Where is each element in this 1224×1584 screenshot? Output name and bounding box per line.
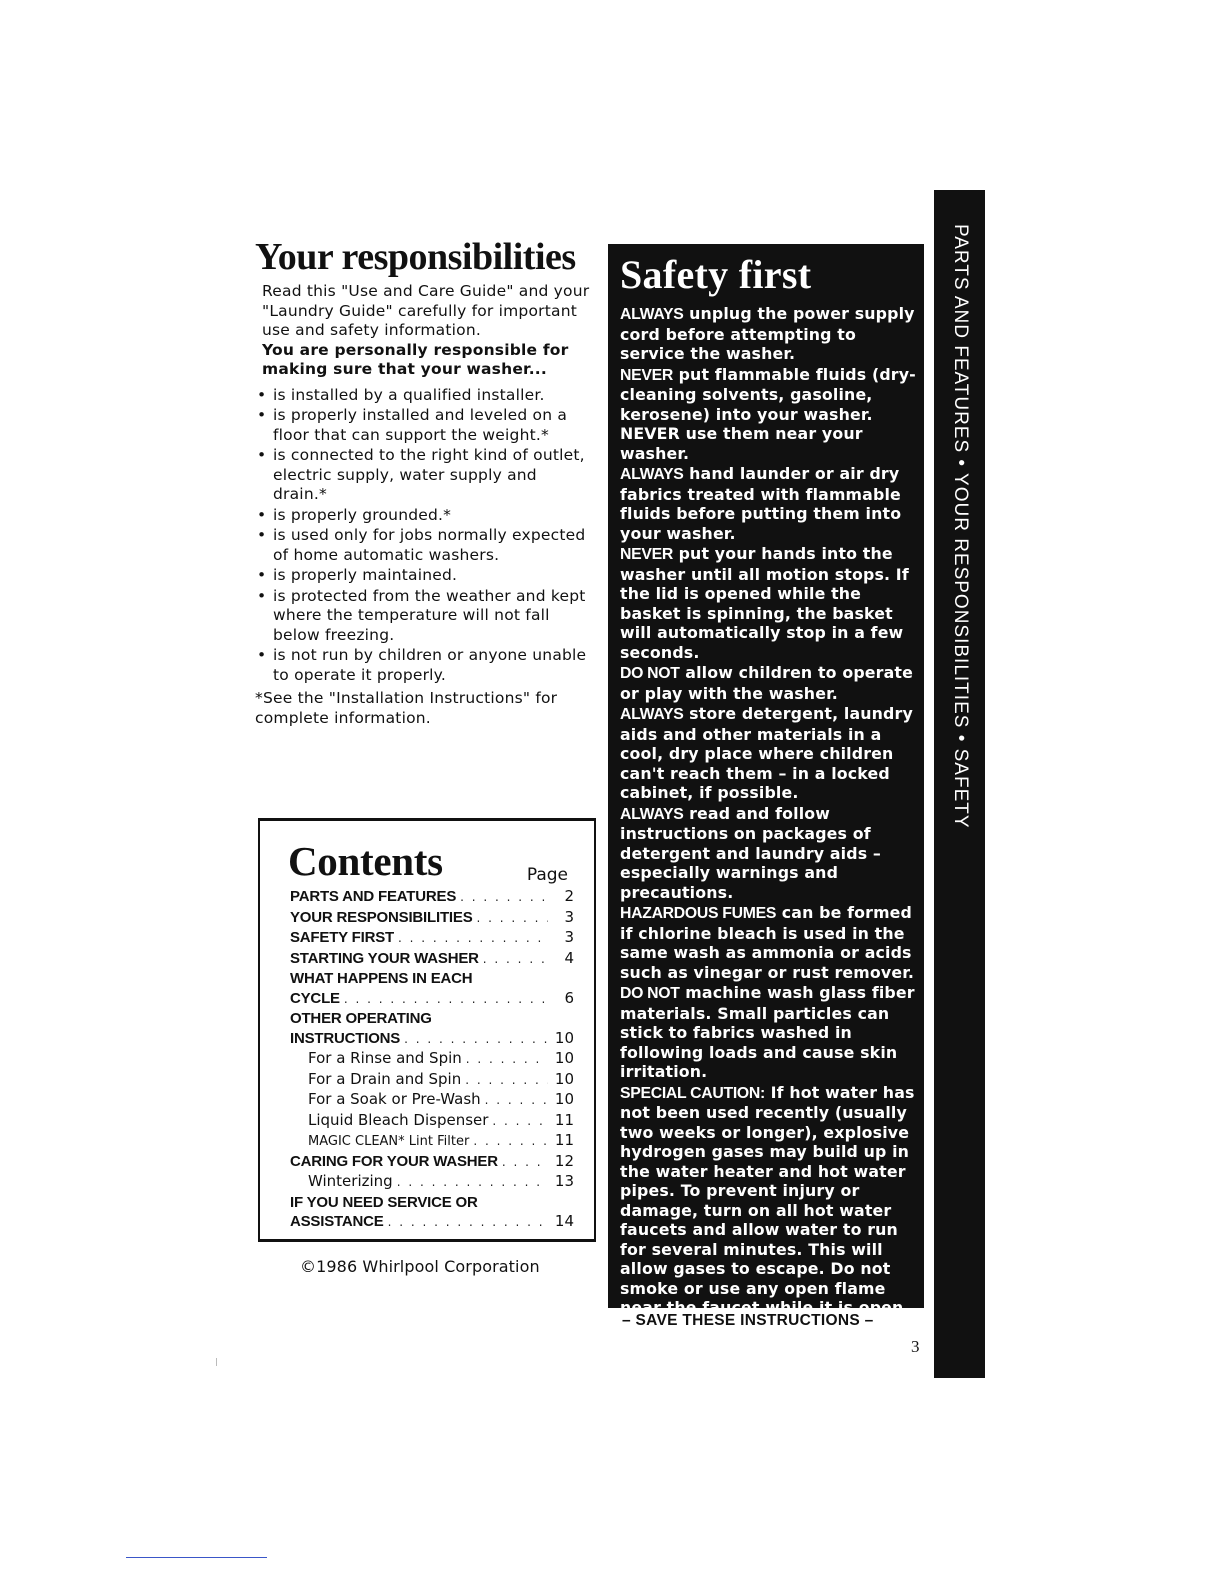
side-tab-label: PARTS AND FEATURES • YOUR RESPONSIBILITIES • SAFETY — [950, 224, 971, 829]
toc-label: ASSISTANCE — [290, 1213, 384, 1230]
toc-page-number: 10 — [554, 1028, 574, 1047]
save-instructions-note: – SAVE THESE INSTRUCTIONS – — [622, 1312, 874, 1329]
toc-leader-dots — [492, 1112, 548, 1132]
safety-paragraph — [620, 304, 916, 364]
toc-row — [290, 908, 574, 929]
toc-label: OTHER OPERATING — [290, 1010, 432, 1027]
toc-page-number: 10 — [554, 1049, 574, 1067]
toc-page-number: 12 — [554, 1151, 574, 1170]
safety-keyword: NEVER — [620, 546, 673, 563]
responsibilities-intro: Read this "Use and Care Guide" and your "Laundry Guide" carefully for important use and safety information. — [262, 282, 590, 339]
toc-leader-dots — [404, 1030, 548, 1050]
safety-paragraph — [620, 464, 916, 543]
safety-paragraph — [620, 804, 916, 903]
contents-page-label: Page — [526, 865, 568, 885]
toc-leader-dots — [485, 1091, 548, 1111]
safety-text: can be formed if chlorine bleach is used in the same wash as ammonia or acids such as vinegar or rust remover. — [620, 903, 915, 982]
safety-text: allow children to operate or play with the washer. — [620, 663, 913, 703]
toc-row — [290, 1049, 574, 1070]
toc-page-number: 10 — [554, 1090, 574, 1108]
toc-row — [290, 1029, 574, 1050]
toc-label: For a Soak or Pre-Wash — [308, 1090, 481, 1108]
safety-title: Safety first — [620, 252, 812, 297]
toc-label: MAGIC CLEAN* Lint Filter — [308, 1134, 470, 1149]
toc-page-number: 11 — [554, 1131, 574, 1149]
toc-row — [290, 1111, 574, 1132]
toc-page-number: 13 — [554, 1172, 574, 1190]
toc-page-number: 10 — [554, 1069, 574, 1088]
safety-keyword: ALWAYS — [620, 466, 684, 483]
copyright-notice: ©1986 Whirlpool Corporation — [300, 1257, 540, 1276]
safety-paragraph — [620, 365, 916, 464]
toc-row — [290, 989, 574, 1010]
toc-page-number: 4 — [564, 948, 574, 967]
safety-keyword: ALWAYS — [620, 805, 684, 823]
list-item: • is installed by a qualified installer. — [255, 386, 595, 406]
responsibilities-title: Your responsibilities — [255, 236, 576, 278]
safety-text: store detergent, laundry aids and other materials in a cool, dry place where children can't reach them – in a locked cabinet, if possible. — [620, 704, 913, 802]
toc-label: INSTRUCTIONS — [290, 1029, 401, 1047]
safety-first-box — [608, 244, 924, 1317]
safety-paragraphs — [620, 304, 916, 1318]
toc-page-number: 14 — [554, 1212, 574, 1230]
safety-text: unplug the power supply cord before attempting to service the washer. — [620, 304, 915, 363]
list-item: • is connected to the right kind of outlet, electric supply, water supply and drain.* — [255, 446, 595, 505]
safety-paragraph — [620, 983, 916, 1082]
safety-text: hand launder or air dry fabrics treated with flammable fluids before putting them into your washer. — [620, 464, 902, 543]
contents-title: Contents — [288, 838, 443, 884]
toc-row — [290, 1131, 574, 1152]
scan-mark — [216, 1358, 217, 1366]
toc-row — [290, 1152, 574, 1173]
safety-paragraph — [620, 903, 916, 982]
toc-label: Winterizing — [308, 1172, 393, 1190]
toc-leader-dots — [473, 1132, 548, 1152]
toc-leader-dots — [398, 929, 548, 949]
safety-paragraph — [620, 1083, 916, 1318]
toc-label: SAFETY FIRST — [290, 929, 394, 946]
toc-label: For a Rinse and Spin — [308, 1049, 462, 1067]
footer-divider — [126, 1557, 267, 1558]
safety-paragraph — [620, 663, 916, 703]
toc-label: Liquid Bleach Dispenser — [308, 1110, 489, 1129]
safety-text: machine wash glass fiber materials. Small particles can stick to fabrics washed in following loads and cause skin irritation. — [620, 983, 915, 1081]
toc-row — [290, 928, 574, 949]
safety-text: put flammable fluids (dry-cleaning solvents, gasoline, kerosene) into your washer. NEVER use them near your washer. — [620, 364, 916, 463]
toc-page-number: 3 — [564, 907, 574, 926]
toc-label: PARTS AND FEATURES — [290, 888, 457, 905]
toc-label: STARTING YOUR WASHER — [290, 949, 479, 967]
safety-text: put your hands into the washer until all motion stops. If the lid is opened while the basket is spinning, the basket will automatically stop in a few seconds. — [620, 544, 909, 662]
toc-page-number: 6 — [564, 988, 574, 1007]
safety-keyword: DO NOT — [620, 665, 680, 682]
safety-keyword: SPECIAL CAUTION: — [620, 1084, 765, 1102]
safety-keyword: NEVER — [620, 366, 673, 384]
toc-row — [290, 1212, 574, 1233]
safety-paragraph — [620, 704, 916, 803]
contents-box — [258, 818, 596, 1242]
toc-row — [290, 1193, 574, 1213]
table-of-contents — [290, 887, 574, 1233]
list-item: • is properly maintained. — [255, 566, 595, 586]
toc-page-number: 3 — [564, 928, 574, 946]
toc-leader-dots — [465, 1071, 548, 1091]
toc-row — [290, 1070, 574, 1091]
toc-leader-dots — [388, 1213, 548, 1233]
list-item: • is properly grounded.* — [255, 506, 595, 526]
responsibilities-footnote: *See the "Installation Instructions" for complete information. — [255, 689, 558, 727]
safety-text: If hot water has not been used recently (usually two weeks or longer), explosive hydrogen gases may build up in the water heater and hot water pipes. To prevent injury or damage, turn on all hot water faucets and allow water to run for several minutes. This will allow gases to escape. Do not smoke or use any open flame near the faucet while it is open. — [620, 1082, 915, 1317]
safety-text: read and follow instructions on packages of detergent and laundry aids – especially warnings and precautions. — [620, 803, 881, 902]
toc-leader-dots — [344, 990, 548, 1010]
toc-leader-dots — [477, 909, 549, 929]
toc-page-number: 11 — [554, 1110, 574, 1129]
toc-page-number: 2 — [564, 887, 574, 905]
toc-label: WHAT HAPPENS IN EACH — [290, 970, 473, 987]
list-item: • is not run by children or anyone unable to operate it properly. — [255, 646, 595, 685]
list-item: • is used only for jobs normally expected of home automatic washers. — [255, 526, 595, 565]
safety-keyword: HAZARDOUS FUMES — [620, 905, 777, 922]
toc-row — [290, 887, 574, 908]
toc-leader-dots — [502, 1153, 548, 1173]
list-item: • is protected from the weather and kept where the temperature will not fall below freezing. — [255, 587, 595, 646]
toc-row — [290, 969, 574, 989]
toc-label: For a Drain and Spin — [308, 1069, 462, 1088]
safety-keyword: ALWAYS — [620, 706, 684, 723]
safety-paragraph — [620, 544, 916, 662]
toc-row — [290, 1090, 574, 1111]
toc-row — [290, 1172, 574, 1193]
contents-header — [260, 821, 594, 885]
responsibilities-bold-intro: You are personally responsible for making sure that your washer... — [262, 340, 569, 378]
toc-label: IF YOU NEED SERVICE OR — [290, 1193, 478, 1211]
toc-leader-dots — [460, 888, 548, 908]
page-number: 3 — [911, 1337, 920, 1356]
safety-keyword: DO NOT — [620, 985, 680, 1002]
safety-keyword: ALWAYS — [620, 306, 684, 323]
toc-label: CYCLE — [290, 989, 340, 1007]
responsibilities-list — [255, 386, 595, 686]
list-item: • is properly installed and leveled on a floor that can support the weight.* — [255, 406, 595, 445]
toc-leader-dots — [483, 950, 548, 970]
toc-row — [290, 1009, 574, 1029]
section-side-tab — [934, 190, 985, 1378]
toc-row — [290, 949, 574, 970]
toc-leader-dots — [466, 1050, 548, 1070]
toc-label: YOUR RESPONSIBILITIES — [290, 908, 473, 926]
responsibilities-section — [255, 236, 595, 728]
toc-label: CARING FOR YOUR WASHER — [290, 1152, 498, 1170]
toc-leader-dots — [397, 1173, 548, 1193]
